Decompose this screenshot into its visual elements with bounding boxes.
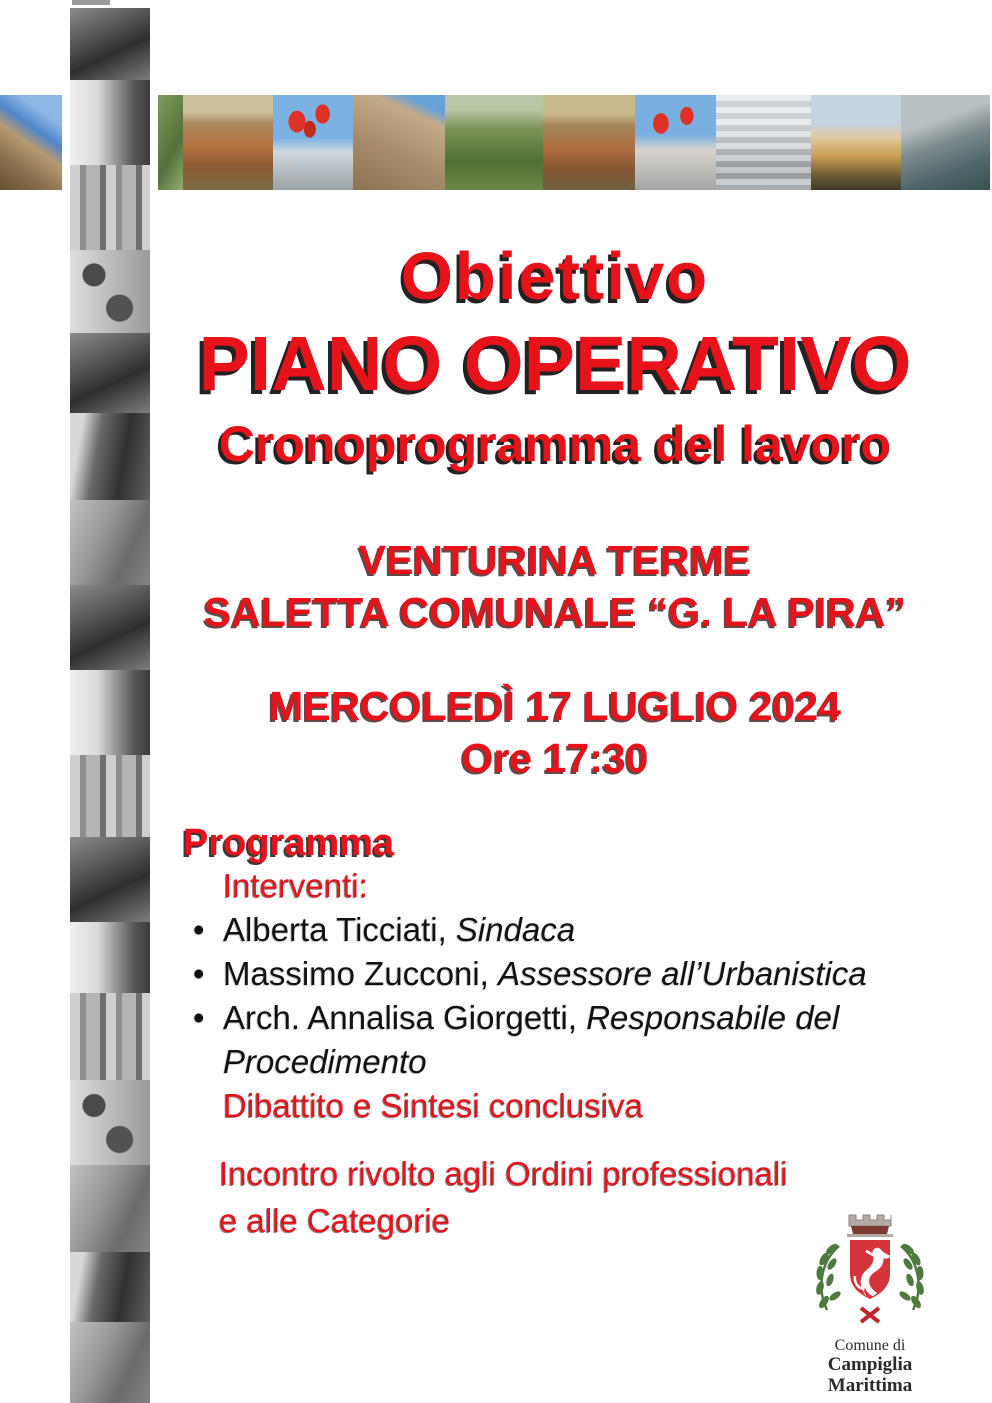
grayscale-photo-segment	[70, 1322, 150, 1403]
creek-rocks-photo	[901, 95, 990, 190]
grayscale-photo-segment	[70, 165, 150, 250]
grayscale-photo-segment	[70, 837, 150, 922]
grayscale-photo-segment	[70, 413, 150, 500]
datetime-block	[150, 680, 960, 784]
speaker-name: Arch. Annalisa Giorgetti,	[223, 999, 587, 1036]
poppy-sculptures-photo	[273, 95, 353, 190]
warehouses-photo	[716, 95, 811, 190]
poppy-sculptures-photo-2	[635, 95, 716, 190]
time-line: Ore 17:30	[461, 735, 649, 781]
program-heading: Programma	[183, 822, 395, 864]
grayscale-photo-segment	[70, 1080, 150, 1165]
audience-line-1: Incontro rivolto agli Ordini professionali	[219, 1155, 788, 1192]
speaker-role: Responsabile del Procedimento	[223, 999, 840, 1080]
venue-line-2: SALETTA COMUNALE “G. LA PIRA”	[203, 589, 907, 635]
hill-town-photo-2	[543, 95, 635, 190]
list-item	[193, 952, 908, 996]
grayscale-photo-segment	[70, 585, 150, 670]
speaker-role: Sindaca	[455, 911, 576, 948]
grayscale-photo-segment	[70, 1252, 150, 1322]
date-line: MERCOLEDÌ 17 LUGLIO 2024	[269, 683, 841, 729]
municipality-logo	[791, 1212, 949, 1396]
list-item	[193, 908, 908, 952]
venue-block	[150, 534, 960, 638]
bullet-icon: •	[193, 955, 205, 992]
title-block	[150, 238, 960, 476]
title-line-3: Cronoprogramma del lavoro	[218, 416, 892, 472]
grayscale-photo-segment	[70, 333, 150, 413]
grayscale-photo-segment	[70, 250, 150, 333]
grayscale-photo-segment	[70, 8, 150, 80]
old-building-photo	[0, 95, 62, 190]
grayscale-photo-segment	[70, 670, 150, 755]
color-photo-strip	[158, 95, 992, 190]
speaker-name: Alberta Ticciati,	[223, 911, 456, 948]
coat-of-arms-icon	[791, 1212, 949, 1332]
speaker-role: Assessore all’Urbanistica	[498, 955, 867, 992]
audience-line-2: e alle Categorie	[219, 1202, 451, 1239]
speakers-list	[193, 908, 908, 1128]
bullet-icon: •	[193, 999, 205, 1036]
program-closing: Dibattito e Sintesi conclusiva	[223, 1087, 644, 1124]
stone-facade-photo	[353, 95, 445, 190]
grayscale-photo-segment	[70, 922, 150, 993]
grayscale-photo-strip	[70, 8, 150, 1403]
program-subheading: Interventi:	[223, 867, 368, 904]
title-line-2: PIANO OPERATIVO	[198, 321, 912, 407]
photo-strip-cap	[72, 0, 110, 5]
hill-town-photo	[183, 95, 273, 190]
sunset-fields-photo	[811, 95, 901, 190]
title-line-1: Obiettivo	[400, 239, 710, 314]
grayscale-photo-segment	[70, 80, 150, 165]
grayscale-photo-segment	[70, 993, 150, 1080]
speaker-name: Massimo Zucconi,	[223, 955, 499, 992]
vineyard-town-photo	[445, 95, 543, 190]
aerial-countryside-photo	[158, 95, 183, 190]
venue-line-1: VENTURINA TERME	[358, 537, 752, 583]
logo-text-line-2: Campiglia Marittima	[827, 1354, 913, 1396]
grayscale-photo-segment	[70, 1165, 150, 1252]
grayscale-photo-segment	[70, 500, 150, 585]
grayscale-photo-segment	[70, 755, 150, 837]
bullet-icon: •	[193, 911, 205, 948]
logo-text-line-1: Comune di	[834, 1337, 906, 1354]
list-item	[193, 996, 908, 1084]
